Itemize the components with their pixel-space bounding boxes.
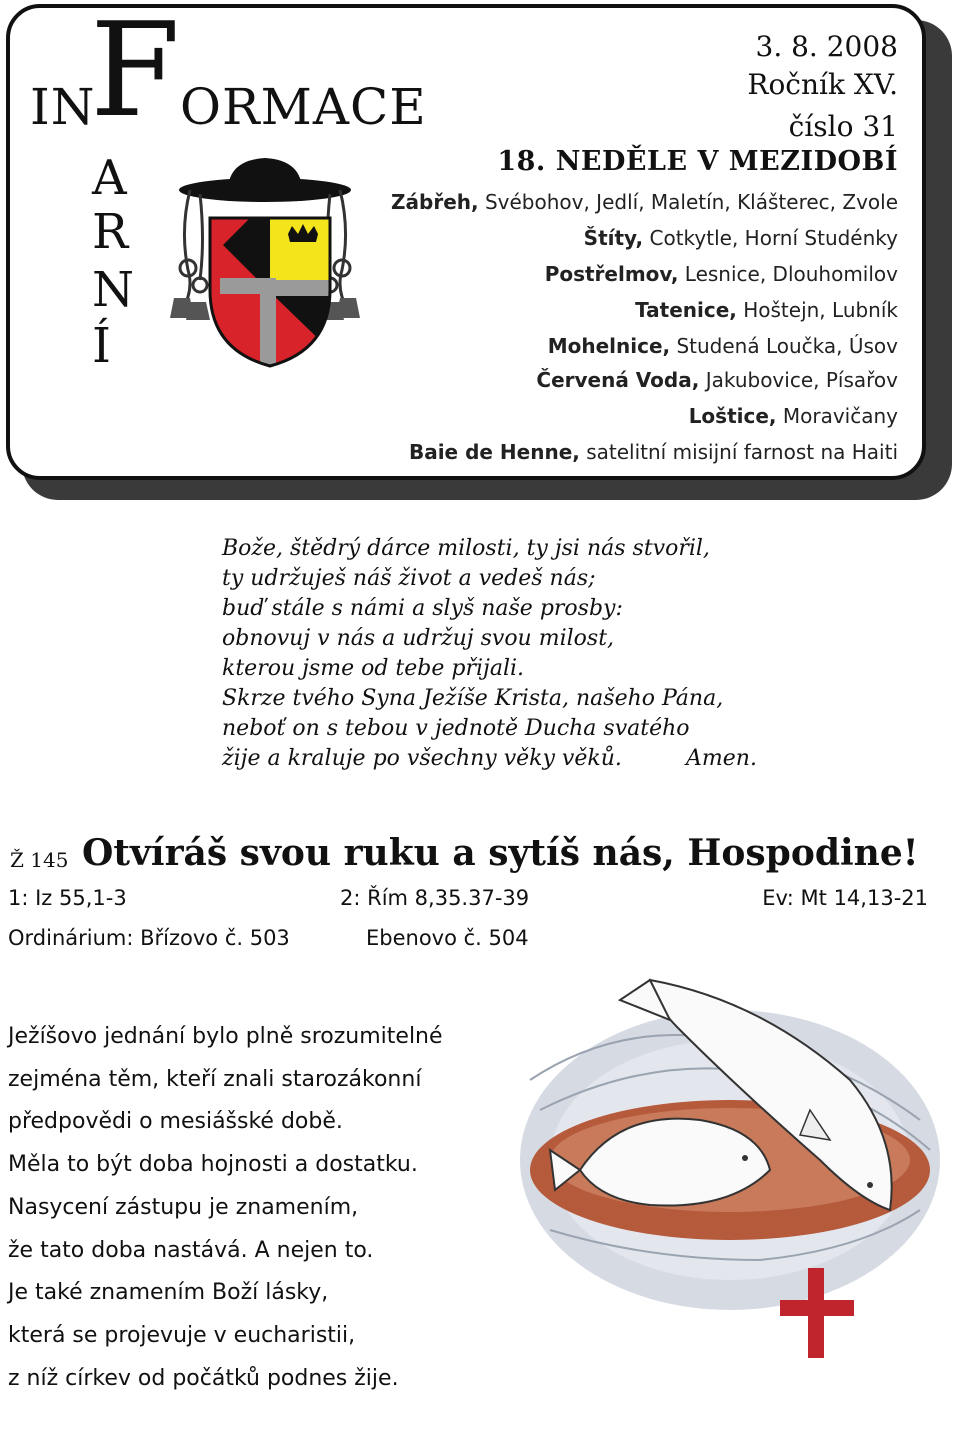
coat-of-arms-icon — [160, 150, 370, 370]
prayer-line: ty udržuješ náš život a vedeš nás; — [222, 566, 596, 591]
prayer-line: obnovuj v nás a udržuj svou milost, — [222, 626, 615, 651]
body-line: že tato doba nastává. A nejen to. — [8, 1237, 374, 1263]
prayer-line: buď stále s námi a slyš naše prosby: — [222, 596, 623, 621]
body-line: Nasycení zástupu je znamením, — [8, 1194, 359, 1220]
body-line: Je také znamením Boží lásky, — [8, 1280, 329, 1306]
prayer-line: Bože, štědrý dárce milosti, ty jsi nás stvořil, — [222, 536, 710, 561]
logo-vertical-a: A — [92, 150, 127, 206]
prayer-line: kterou jsme od tebe přijali. — [222, 656, 525, 681]
body-line: Ježíšovo jednání bylo plně srozumitelné — [8, 1024, 443, 1049]
ordinary-first: Ordinárium: Břízovo č. 503 — [8, 926, 290, 950]
logo-vertical-r: R — [92, 204, 129, 260]
ordinary-second: Ebenovo č. 504 — [366, 926, 529, 950]
collect-prayer — [222, 534, 862, 774]
prayer-amen: Amen. — [686, 746, 757, 771]
reading-gospel: Ev: Mt 14,13-21 — [762, 886, 928, 910]
body-line: zejména těm, kteří znali starozákonní — [8, 1066, 422, 1092]
body-line: z níž církev od počátků podnes žije. — [8, 1365, 399, 1391]
parish-line: Mohelnice, Studená Loučka, Úsov — [547, 334, 898, 358]
reading-first: 1: Iz 55,1-3 — [8, 886, 127, 910]
parish-line: Štíty, Cotkytle, Horní Studénky — [583, 226, 898, 250]
body-line: která se projevuje v eucharistii, — [8, 1322, 356, 1348]
prayer-line: žije a kraluje po všechny věky věků. Amen. — [222, 744, 862, 774]
prayer-line: Skrze tvého Syna Ježíše Krista, našeho Pána, — [222, 686, 724, 711]
body-line: Měla to být doba hojnosti a dostatku. — [8, 1152, 418, 1178]
parish-line: Červená Voda, Jakubovice, Písařov — [536, 368, 898, 392]
parish-line: Tatenice, Hoštejn, Lubník — [635, 298, 898, 322]
issue-number: číslo 31 — [788, 110, 898, 143]
fish-bowl-drawing-icon — [500, 960, 950, 1430]
body-text — [8, 1016, 528, 1400]
parish-line: Postřelmov, Lesnice, Dlouhomilov — [544, 262, 898, 286]
logo-big-letter: F — [90, 0, 181, 146]
logo-prefix: IN — [30, 78, 96, 136]
psalm-title: Otvíráš svou ruku a sytíš nás, Hospodine! — [82, 832, 919, 874]
prayer-line: neboť on s tebou v jednotě Ducha svatého — [222, 716, 690, 741]
logo-vertical-n: N — [92, 262, 134, 318]
psalm-number: Ž 145 — [10, 848, 69, 872]
logo-suffix: ORMACE — [180, 78, 427, 136]
parish-line: Baie de Henne, satelitní misijní farnost na Haiti — [408, 440, 898, 464]
issue-date: 3. 8. 2008 — [755, 30, 898, 63]
body-line: předpovědi o mesiášské době. — [8, 1109, 343, 1135]
issue-volume: Ročník XV. — [747, 68, 898, 101]
logo-vertical-i: Í — [92, 318, 111, 374]
parish-line: Zábřeh, Svébohov, Jedlí, Maletín, Klášterec, Zvole — [391, 190, 898, 214]
sunday-title: 18. NEDĚLE V MEZIDOBÍ — [497, 146, 898, 177]
parish-line: Loštice, Moravičany — [688, 404, 898, 428]
reading-second: 2: Řím 8,35.37-39 — [340, 886, 530, 910]
